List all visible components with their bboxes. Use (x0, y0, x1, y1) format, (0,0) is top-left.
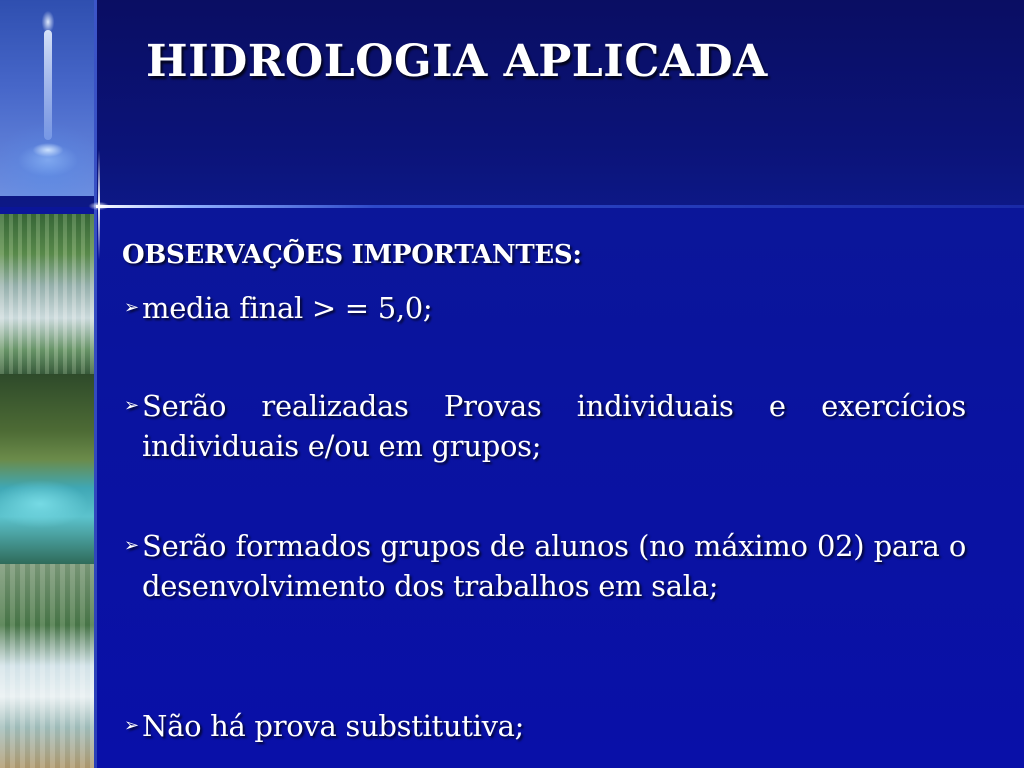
bullet-text: media final > = 5,0; (142, 291, 433, 325)
bullet-item-media-final (124, 288, 966, 328)
strip-divider (94, 0, 97, 768)
section-heading: OBSERVAÇÕES IMPORTANTES: (122, 240, 582, 270)
bullet-arrow-icon: ➢ (124, 395, 139, 416)
bullet-text: Não há prova substitutiva; (142, 709, 525, 743)
water-stream-decor (44, 30, 52, 140)
bullet-item-provas (124, 386, 966, 466)
left-photo-strip (0, 0, 96, 768)
sparkle-decor (84, 194, 114, 218)
header-divider-line (96, 205, 1024, 208)
turquoise-pool-image (0, 374, 96, 564)
header-band (0, 0, 1024, 207)
bullet-item-substitutiva (124, 706, 966, 746)
water-drop-image (0, 0, 96, 196)
bullet-text: Serão realizadas Provas individuais e exercícios individuais e/ou em grupos; (142, 389, 966, 463)
bullet-arrow-icon: ➢ (124, 535, 139, 556)
bullet-arrow-icon: ➢ (124, 715, 139, 736)
slide-title: HIDROLOGIA APLICADA (146, 36, 768, 87)
waterfall-image (0, 214, 96, 374)
bullet-text: Serão formados grupos de alunos (no máximo 02) para o desenvolvimento dos trabalhos em sala; (142, 529, 966, 603)
cascade-image (0, 564, 96, 768)
bullet-arrow-icon: ➢ (124, 297, 139, 318)
bullet-item-grupos (124, 526, 966, 606)
